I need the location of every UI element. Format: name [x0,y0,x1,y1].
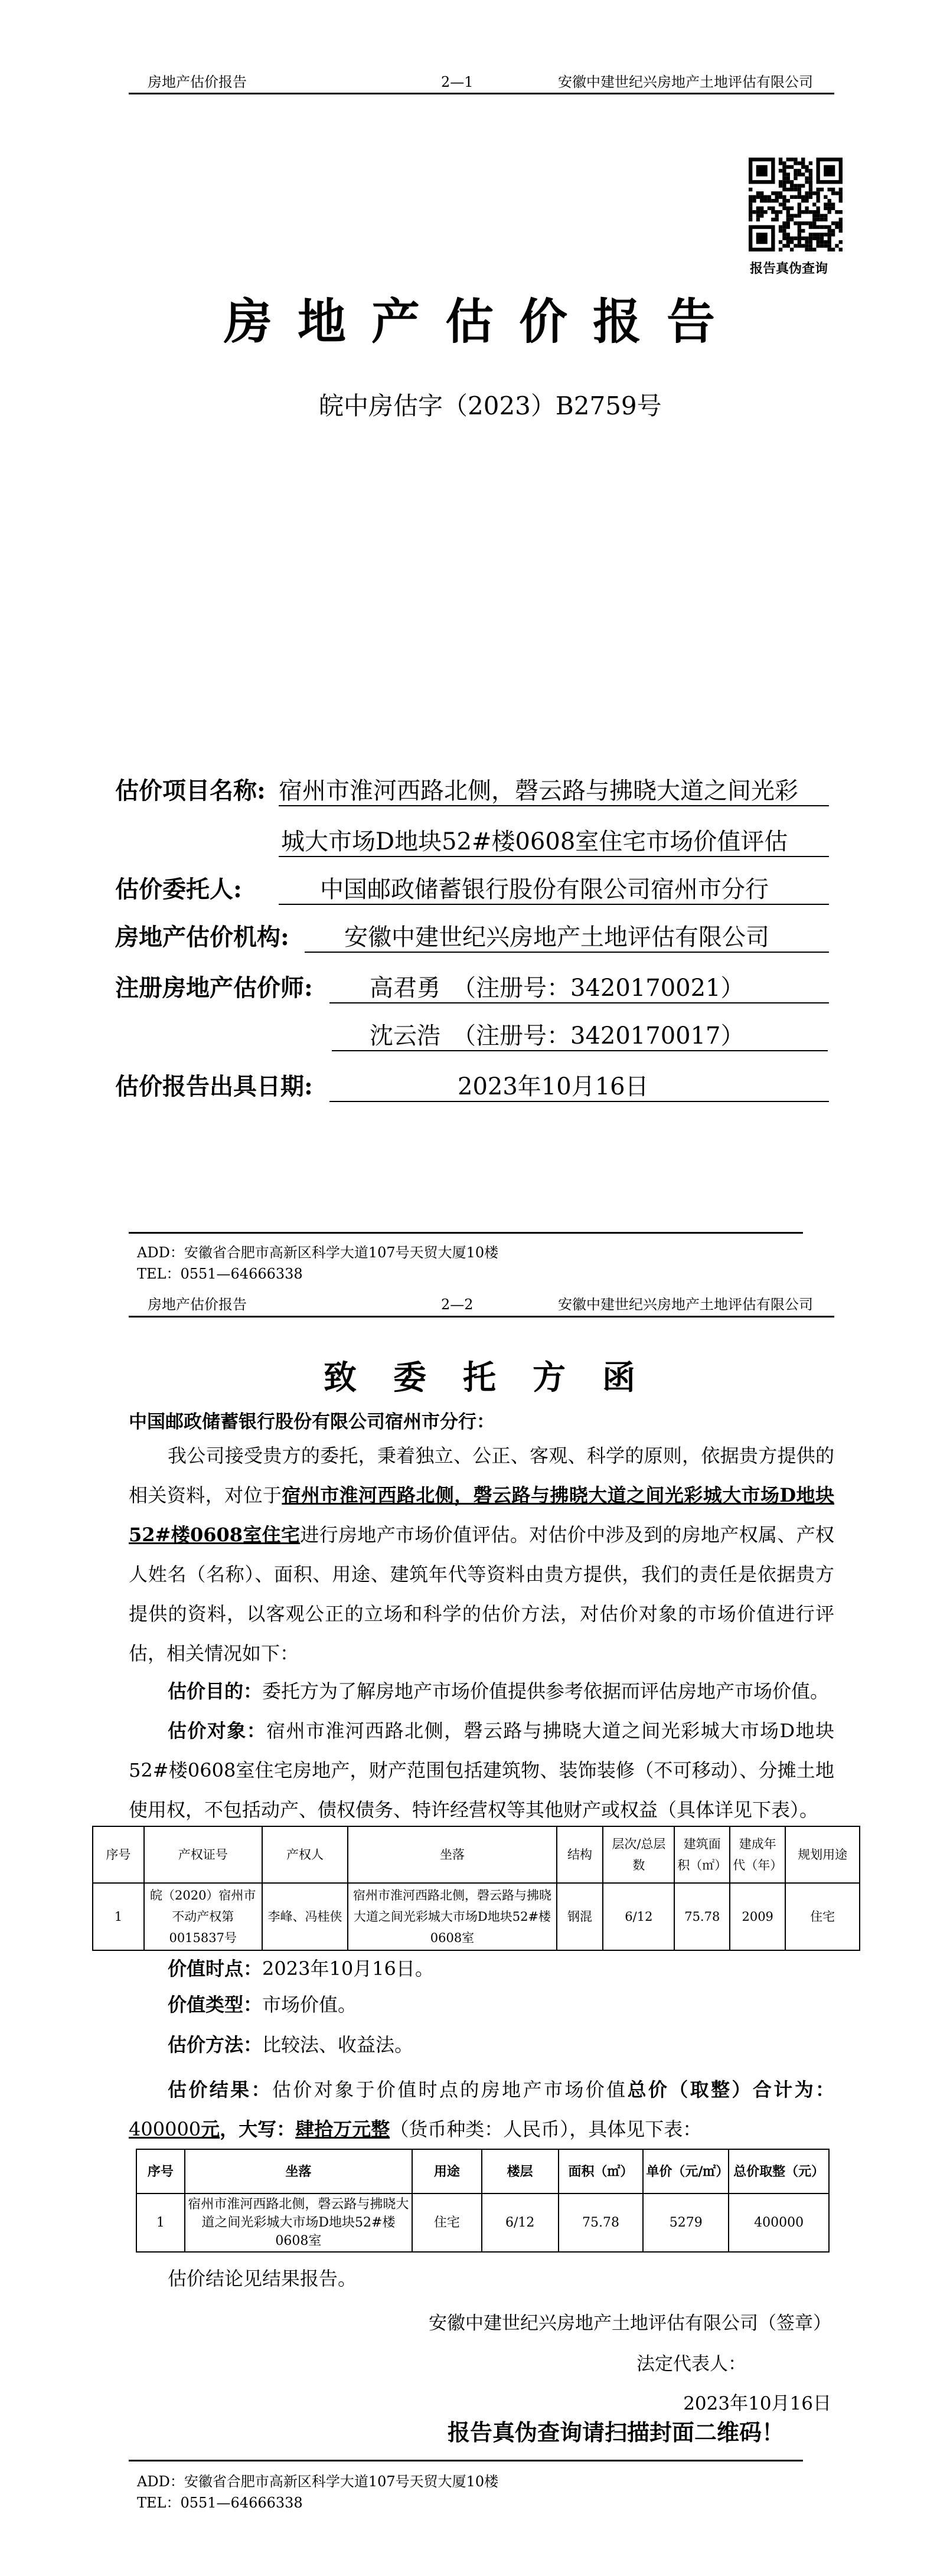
table-cell: 1 [136,2193,185,2252]
signature: 安徽中建世纪兴房地产土地评估有限公司（签章） [429,2313,831,2334]
footer-address: ADD：安徽省合肥市高新区科学大道107号天贸大厦10楼 [137,2473,499,2490]
report-number: 皖中房估字（2023）B2759号 [319,391,662,420]
table-cell: 6/12 [603,1883,674,1950]
date-label: 估价报告出具日期: [115,1073,313,1100]
table-cell: 用途 [412,2149,482,2193]
client-value: 中国邮政储蓄银行股份有限公司宿州市分行 [320,876,769,903]
header-rule [129,93,834,94]
header-rule [129,1316,834,1318]
salutation: 中国邮政储蓄银行股份有限公司宿州市分行： [129,1411,495,1433]
agency-label: 房地产估价机构: [115,923,289,951]
table-cell: 建成年代（年） [730,1826,785,1883]
table-cell: 2009 [730,1883,785,1950]
table-cell: 坐落 [185,2149,412,2193]
header-page-number: 2—2 [441,1296,474,1313]
valuation-table [136,2149,830,2253]
legal-representative: 法定代表人： [636,2353,746,2375]
table-cell: 钢混 [557,1883,603,1950]
result-amount: 400000 [129,2118,201,2140]
table-cell: 单价（元/㎡） [643,2149,729,2193]
table-cell: 序号 [93,1826,144,1883]
result-amount-words: 肆拾万元整 [295,2118,390,2140]
table-header-row [93,1826,860,1883]
sign-date: 2023年10月16日 [683,2393,831,2414]
header-left: 房地产估价报告 [148,74,247,90]
table-cell: 产权证号 [144,1826,262,1883]
footer-address: ADD：安徽省合肥市高新区科学大道107号天贸大厦10楼 [137,1244,499,1261]
purpose-paragraph: 估价目的：委托方为了解房地产市场价值提供参考依据而评估房地产市场价值。 [168,1680,830,1702]
header-page-number: 2—1 [441,74,474,90]
table-cell: 75.78 [674,1883,730,1950]
letter-title: 致委托方函 [324,1358,672,1397]
table-cell: 面积（㎡） [559,2149,644,2193]
table-row [136,2193,829,2252]
table-cell: 宿州市淮河西路北侧，磬云路与拂晓大道之间光彩城大市场D地块52#楼0608室 [348,1883,556,1950]
intro-paragraph: 我公司接受贵方的委托，秉着独立、公正、客观、科学的原则，依据贵方提供的相关资料，对位于宿州市淮河西路北侧，磬云路与拂晓大道之间光彩城大市场D地块52#楼0608室住宅进行房地产市场价值评估。对估价中涉及到的房地产权属、产权人姓名（名称）、面积、用途、建筑年代等资料由贵方提供，我们的责任是依据贵方提供的资料，以客观公正的立场和科学的估价方法，对估价对象的市场价值进行评估，相关情况如下： [129,1444,834,1665]
header-right: 安徽中建世纪兴房地产土地评估有限公司 [558,1296,813,1313]
valuation-result: 估价结果：估价对象于价值时点的房地产市场价值总价（取整）合计为：400000元，大写：肆拾万元整（货币种类：人民币），具体见下表： [129,2078,834,2140]
project-line2: 城大市场D地块52#楼0608室住宅市场价值评估 [281,828,788,855]
table-header-row [136,2149,829,2193]
footer-tel: TEL：0551—64666338 [137,2495,303,2511]
header-left: 房地产估价报告 [148,1296,247,1313]
client-label: 估价委托人: [115,875,242,903]
table-cell: 皖（2020）宿州市不动产权第0015837号 [144,1883,262,1950]
table-cell: 1 [93,1883,144,1950]
table-cell: 住宅 [785,1883,860,1950]
table-cell: 产权人 [262,1826,348,1883]
valuation-method: 估价方法：比较法、收益法。 [168,2034,414,2056]
header-right: 安徽中建世纪兴房地产土地评估有限公司 [558,74,813,90]
table-cell: 序号 [136,2149,185,2193]
intro-subject: 宿州市淮河西路北侧，磬云路与拂晓大道之间光彩城大市场D地块52#楼0608室住宅 [129,1484,834,1546]
object-paragraph: 估价对象：宿州市淮河西路北侧，磬云路与拂晓大道之间光彩城大市场D地块52#楼0608室住宅房地产，财产范围包括建筑物、装饰装修（不可移动）、分摊土地使用权，不包括动产、债权债务、特许经营权等其他财产或权益（具体详见下表）。 [129,1719,834,1821]
table-cell: 6/12 [482,2193,559,2252]
table-cell: 李峰、冯桂侠 [262,1883,348,1950]
qr-code[interactable] [749,158,843,251]
table-row [93,1883,860,1950]
table-cell: 坐落 [348,1826,556,1883]
footer-rule [129,2460,803,2461]
table-cell: 400000 [729,2193,829,2252]
table-cell: 结构 [557,1826,603,1883]
footer-rule [129,1232,803,1234]
appraiser-label: 注册房地产估价师: [115,974,313,1002]
table-cell: 住宅 [412,2193,482,2252]
table-cell: 层次/总层数 [603,1826,674,1883]
table-cell: 5279 [643,2193,729,2252]
appraiser-2: 沈云浩 （注册号：3420170017） [370,1022,745,1050]
verify-note: 报告真伪查询请扫描封面二维码！ [448,2419,785,2446]
table-cell: 总价取整（元） [729,2149,829,2193]
agency-value: 安徽中建世纪兴房地产土地评估有限公司 [344,924,769,951]
footer-tel: TEL：0551—64666338 [137,1266,303,1282]
project-label: 估价项目名称: [115,777,266,805]
conclusion: 估价结论见结果报告。 [168,2267,357,2290]
table-cell: 建筑面积（㎡） [674,1826,730,1883]
date-value: 2023年10月16日 [458,1073,649,1100]
value-type: 价值类型：市场价值。 [168,1993,357,2016]
qr-caption: 报告真伪查询 [750,261,828,276]
table-cell: 75.78 [559,2193,644,2252]
appraiser-1: 高君勇 （注册号：3420170021） [370,975,745,1002]
report-title: 房地产估价报告 [224,293,741,350]
property-table [92,1826,860,1951]
value-date: 价值时点：2023年10月16日。 [168,1957,434,1980]
table-cell: 规划用途 [785,1826,860,1883]
table-cell: 宿州市淮河西路北侧，磬云路与拂晓大道之间光彩城大市场D地块52#楼0608室 [185,2193,412,2252]
table-cell: 楼层 [482,2149,559,2193]
project-line1: 宿州市淮河西路北侧，磬云路与拂晓大道之间光彩 [279,777,798,805]
